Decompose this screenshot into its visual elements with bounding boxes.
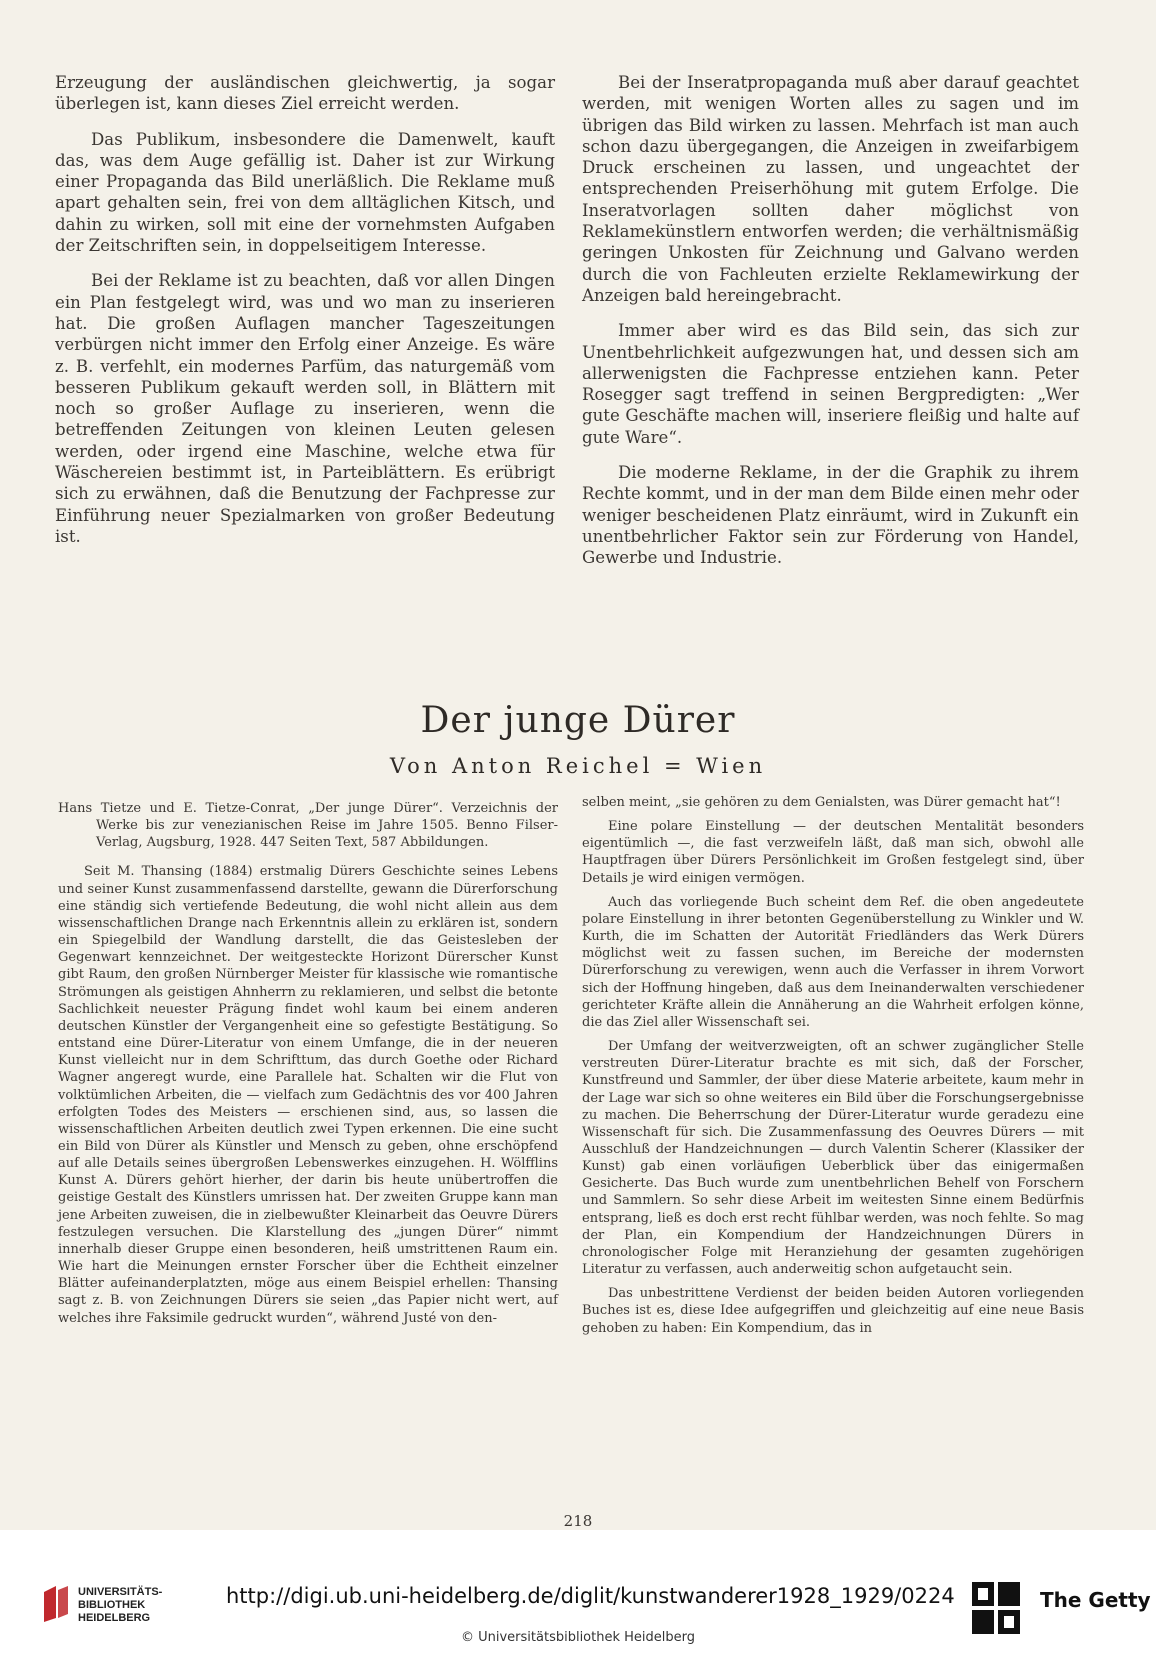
getty-label: The Getty xyxy=(1040,1588,1151,1612)
paragraph: Immer aber wird es das Bild sein, das sich zur Unentbehrlichkeit aufgezwungen hat, und dessen sich am allerwenigsten die Fachpresse entziehen kann. Peter Rosegger sagt treffend in seinen Bergpredigten: „Wer gute Geschäfte machen will, inseriere fleißig und halte auf gute Ware“. xyxy=(582,321,1079,447)
paragraph: Der Umfang der weitverzweigten, oft an schwer zugänglicher Stelle verstreuten Dürer-Literatur brachte es mit sich, daß der Forscher, Kunstfreund und Sammler, der über diese Materie arbeitete, kaum mehr in der Lage war sich so ohne weiteres ein Bild über die Forschungsergebnisse zu machen. Die Beherrschung der Dürer-Literatur wurde geradezu eine Wissenschaft für sich. Die Zusammenfassung des Oeuvres Dürers — mit Ausschluß der Handzeichnungen — durch Valentin Scherer (Klassiker der Kunst) gab einen vorläufigen Ueberblick über das einigermaßen Gesicherte. Das Buch wurde zum unentbehrlichen Behelf von Forschern und Sammlern. So sehr diese Arbeit im weitesten Sinne einem Bedürfnis entsprang, ließ es doch erst recht fühlbar werden, was noch fehlte. So mag der Plan, ein Kompendium der Handzeichnungen Dürers in chronologischer Folge mit Heranziehung der gesamten zugehörigen Literatur zu verfassen, auch anderweitig schon aufgetaucht sein. xyxy=(582,1039,1084,1278)
footer-bar xyxy=(0,1530,1156,1656)
copyright-notice: © Universitätsbibliothek Heidelberg xyxy=(460,1630,695,1645)
article-byline: Von Anton Reichel = Wien xyxy=(389,754,767,778)
paragraph: Die moderne Reklame, in der die Graphik zu ihrem Rechte kommt, und in der man dem Bilde einen mehr oder weniger bescheidenen Platz einräumt, wird in Zukunft ein unentbehrlicher Faktor sein zur Förderung von Handel, Gewerbe und Industrie. xyxy=(582,463,1079,568)
bibliography-entry: Hans Tietze und E. Tietze-Conrat, „Der junge Dürer“. Verzeichnis der Werke bis zur venezianischen Reise im Jahre 1505. Benno Filser-Verlag, Augsburg, 1928. 447 Seiten Text, 587 Abbildungen. xyxy=(58,801,558,851)
paragraph: Das unbestrittene Verdienst der beiden beiden Autoren vorliegenden Buches ist es, diese Idee aufgegriffen und gleichzeitig auf eine neue Basis gehoben zu haben: Ein Kompendium, das in xyxy=(582,1286,1084,1336)
paragraph: Auch das vorliegende Buch scheint dem Ref. die oben angedeutete polare Einstellung in ihrer betonten Gegenüberstellung zu Winkler und W. Kurth, die im Schatten der Autorität Friedländers das Werk Dürers möglichst weit zu fassen suchen, im Bereiche der modernsten Dürerforschung zu verewigen, wenn auch die Verfasser in ihrem Vorwort sich der Hoffnung hingeben, daß aus dem Ineinanderwalten verschiedener gerichteter Kräfte allein die Annäherung an die Wahrheit erfolgen könne, die das Ziel aller Wissenschaft sei. xyxy=(582,894,1084,1030)
source-url-link[interactable]: http://digi.ub.uni-heidelberg.de/diglit/kunstwanderer1928_1929/0224 xyxy=(226,1584,955,1608)
top-right-column xyxy=(582,72,1079,583)
getty-logo-icon xyxy=(970,1580,1022,1636)
paragraph: Das Publikum, insbesondere die Damenwelt, kauft das, was dem Auge gefällig ist. Daher ist zur Wirkung einer Propaganda das Bild unerläßlich. Die Reklame muß apart gehalten sein, frei von dem alltäglichen Kitsch, und dahin zu wirken, soll mit eine der vornehmsten Aufgaben der Zeitschriften sein, in doppelseitigem Interesse. xyxy=(55,129,555,256)
library-name: UNIVERSITÄTS- BIBLIOTHEK HEIDELBERG xyxy=(78,1586,163,1624)
paragraph: Bei der Reklame ist zu beachten, daß vor allen Dingen ein Plan festgelegt wird, was und wo man zu inserieren hat. Die großen Auflagen mancher Tageszeitungen verbürgen nicht immer den Erfolg einer Anzeige. Es wäre z. B. verfehlt, ein modernes Parfüm, das naturgemäß vom besseren Publikum gekauft werden soll, in Blättern mit noch so großer Auflage zu inserieren, wenn die betreffenden Zeitungen von kleinen Leuten gelesen werden, oder irgend eine Maschine, welche etwa für Wäschereien bestimmt ist, in Parteiblättern. Es erübrigt sich zu erwähnen, daß die Benutzung der Fachpresse zur Einführung neuer Spezialmarken von großer Bedeutung ist. xyxy=(55,271,555,546)
page-number: 218 xyxy=(563,1512,593,1530)
library-logo-icon xyxy=(40,1584,70,1624)
top-left-column xyxy=(55,72,555,561)
paragraph: Seit M. Thansing (1884) erstmalig Dürers Geschichte seines Lebens und seiner Kunst zusammenfassend darstellte, gewann die Dürerforschung eine ständig sich vertiefende Bedeutung, die wohl nicht allein aus dem wissenschaftlichen Drange nach Erkenntnis allein zu erklären ist, sondern ein Spiegelbild der Wandlung darstellt, die das Geistesleben der Gegenwart kennzeichnet. Der weitgesteckte Horizont Dürerscher Kunst gibt Raum, den großen Nürnberger Meister für klassische wie romantische Strömungen als geistigen Ahnherrn zu reklamieren, und selbst die betonte Sachlichkeit neuester Prägung findet wohl kaum bei einem anderen deutschen Künstler der Vergangenheit eine so gefestigte Bestätigung. So entstand eine Dürer-Literatur von einem Umfange, die in der neueren Kunst vielleicht nur in dem Schrifttum, das durch Goethe oder Richard Wagner angeregt wurde, eine Parallele hat. Schalten wir die Flut von volktümlichen Arbeiten, die — vielfach zum Gedächtnis des vor 400 Jahren erfolgten Todes des Meisters — erschienen sind, aus, so lassen die wissenschaftlichen Arbeiten deutlich zwei Typen erkennen. Die eine sucht ein Bild von Dürer als Künstler und Mensch zu geben, ohne erschöpfend auf alle Details seines übergroßen Lebenswerkes einzugehen. H. Wölfflins Kunst A. Dürers gehört hierher, der darin bis heute unübertroffen die geistige Gestalt des Künstlers umrissen hat. Der zweiten Gruppe kann man jene Arbeiten zuweisen, die in zielbewußter Kleinarbeit das Oeuvre Dürers festzulegen versuchen. Die Klarstellung des „jungen Dürer“ nimmt innerhalb dieser Gruppe einen besonderen, heiß umstrittenen Raum ein. Wie hart die Meinungen ernster Forscher über die Echtheit einzelner Blätter aufeinanderplatzten, möge aus einem Beispiel erhellen: Thansing sagt z. B. von Zeichnungen Dürers sie seien „das Papier nicht wert, auf welches ihre Faksimile gedruckt wurden“, während Justé von den- xyxy=(58,864,558,1326)
bottom-left-column xyxy=(58,800,558,1334)
paragraph: selben meint, „sie gehören zu dem Genialsten, was Dürer gemacht hat“! xyxy=(582,795,1061,810)
bottom-right-column xyxy=(582,794,1084,1344)
article-title: Der junge Dürer xyxy=(420,700,736,741)
paragraph: Erzeugung der ausländischen gleichwertig, ja sogar überlegen ist, kann dieses Ziel erreicht werden. xyxy=(55,73,555,114)
paragraph: Bei der Inseratpropaganda muß aber darauf geachtet werden, mit wenigen Worten alles zu sagen und im übrigen das Bild wirken zu lassen. Mehrfach ist man auch schon dazu übergegangen, die Anzeigen in zweifarbigem Druck erscheinen zu lassen, und ungeachtet der entsprechenden Preiserhöhung mit gutem Erfolge. Die Inseratvorlagen sollten daher möglichst von Reklamekünstlern entworfen werden; die verhältnismäßig geringen Unkosten für Zeichnung und Galvano werden durch die von Fachleuten erzielte Reklamewirkung der Anzeigen bald hereingebracht. xyxy=(582,73,1079,305)
paragraph: Eine polare Einstellung — der deutschen Mentalität besonders eigentümlich —, die fast verzweifeln läßt, daß man sich, obwohl alle Hauptfragen über Dürers Persönlichkeit im Großen festgelegt sind, über Details je wird einigen vermögen. xyxy=(582,819,1084,886)
